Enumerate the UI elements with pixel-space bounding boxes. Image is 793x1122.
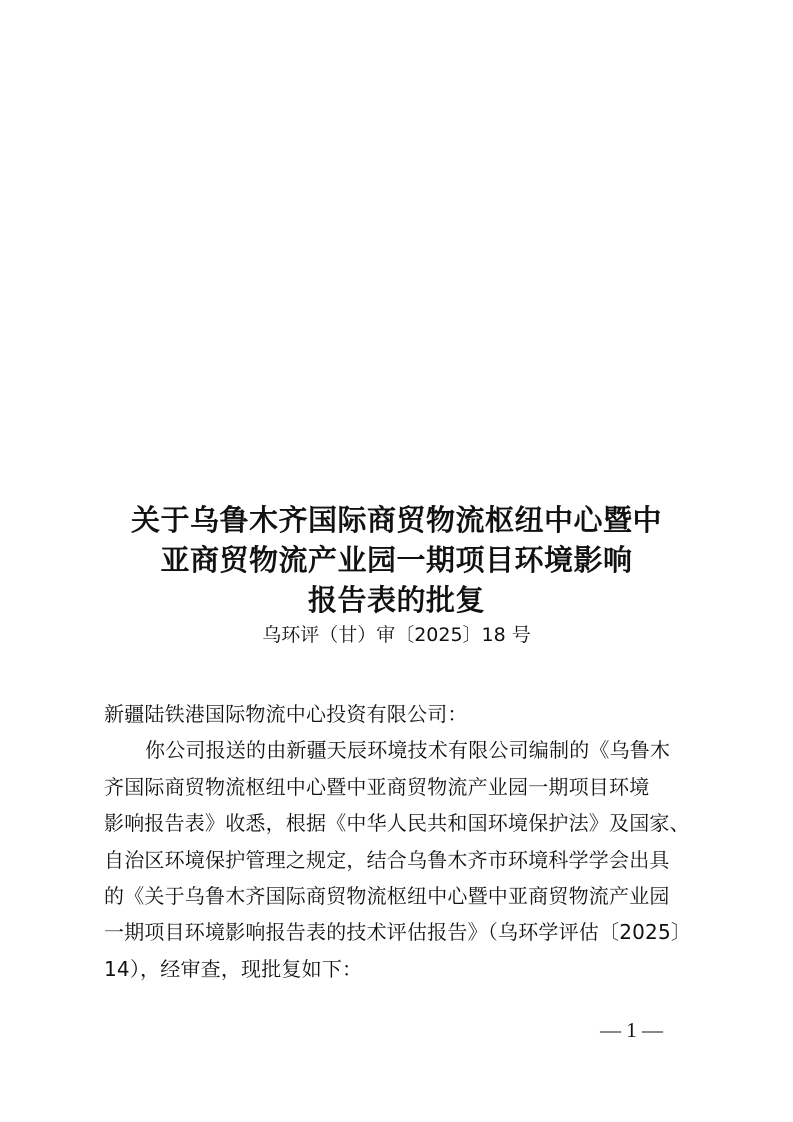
title-line-3: 报告表的批复: [307, 583, 485, 617]
page-number: — 1 —: [600, 1018, 663, 1042]
body-line-3: 影响报告表》收悉，根据《中华人民共和国环境保护法》及国家、: [104, 811, 690, 836]
document-number: 乌环评（甘）审〔2025〕18 号: [262, 624, 531, 646]
body-line-2: 齐国际商贸物流枢纽中心暨中亚商贸物流产业园一期项目环境: [104, 774, 650, 799]
body-line-5: 的《关于乌鲁木齐国际商贸物流枢纽中心暨中亚商贸物流产业园: [104, 883, 670, 908]
body-line-4: 自治区环境保护管理之规定，结合乌鲁木齐市环境科学学会出具: [104, 847, 670, 872]
addressee: 新疆陆铁港国际物流中心投资有限公司：: [104, 702, 468, 726]
title-line-2: 亚商贸物流产业园一期项目环境影响: [160, 543, 633, 577]
document-title: [0, 500, 793, 620]
body-line-6: 一期项目环境影响报告表的技术评估报告》（乌环学评估〔2025〕: [104, 920, 692, 945]
title-line-1: 关于乌鲁木齐国际商贸物流枢纽中心暨中: [130, 503, 662, 537]
body-line-7: 14），经审查，现批复如下：: [104, 956, 363, 981]
document-body: [104, 696, 694, 987]
body-line-1: 你公司报送的由新疆天辰环境技术有限公司编制的《乌鲁木: [145, 738, 671, 763]
